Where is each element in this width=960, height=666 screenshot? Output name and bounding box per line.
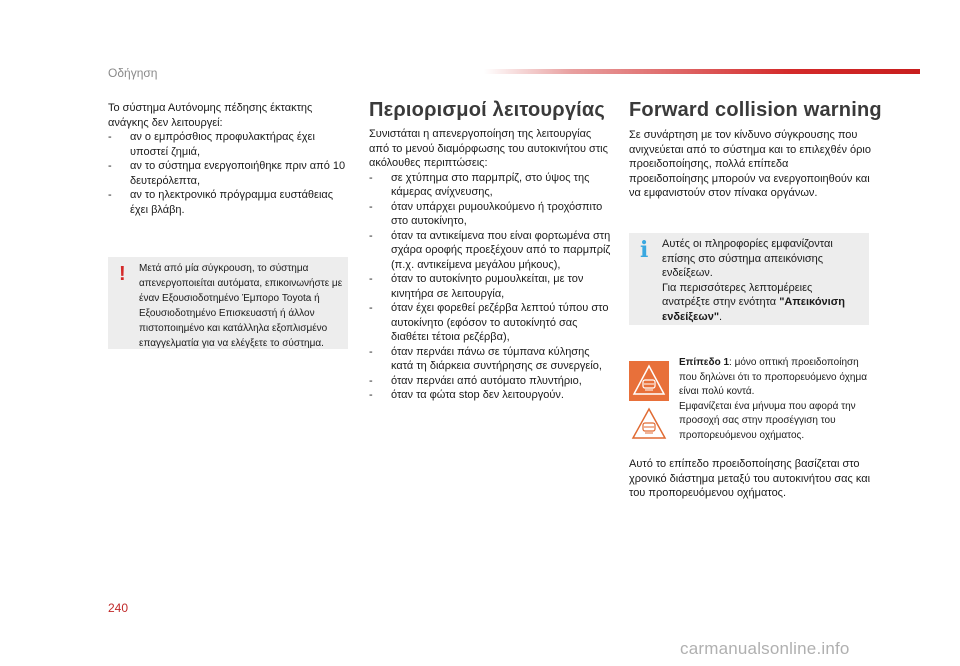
warning-level-basis-text: Αυτό το επίπεδο προειδοποίησης βασίζεται στο χρονικό διάστημα μεταξύ του αυτοκινήτου σας και του προπορευόμενου οχήματος. xyxy=(629,458,871,499)
list-item: - όταν υπάρχει ρυμουλκούμενο ή τροχόσπιτο στο αυτοκίνητο, xyxy=(369,200,603,227)
section-heading-forward-collision: Forward collision warning xyxy=(629,99,882,121)
left-intro: Το σύστημα Αυτόνομης πέδησης έκτακτης ανάγκης δεν λειτουργεί: xyxy=(108,102,313,129)
info-icon: i xyxy=(640,237,649,263)
middle-intro: Συνιστάται η απενεργοποίηση της λειτουργίας από το μενού διαμόρφωσης του αυτοκινήτου στις ακόλουθες περιπτώσεις: xyxy=(369,128,608,169)
list-item: - όταν περνάει από αυτόματο πλυντήριο, xyxy=(369,374,582,387)
warning-text: Μετά από μία σύγκρουση, το σύστημα απενεργοποιείται αυτόματα, επικοινωνήστε με έναν Εξουσιοδοτημένο Έμπορο Toyota ή Εξουσιοδοτημένο Επισκευαστή ή άλλον πιστοποιημένο και κατάλληλα εξοπλισμένο επαγγελματία για να ελέγξετε το σύστημα. xyxy=(139,263,343,349)
list-item: - όταν έχει φορεθεί ρεζέρβα λεπτού τύπου στο αυτοκίνητο (εφόσον το αυτοκίνητό σας διαθέτει τέτοια ρεζέρβα), xyxy=(369,302,609,343)
warning-exclamation-icon: ! xyxy=(119,263,126,285)
collision-warning-icon-outline xyxy=(629,404,669,444)
level-1-description: Επίπεδο 1: μόνο οπτική προειδοποίηση που δηλώνει ότι το προπορευόμενο όχημα είναι πολύ κοντά. Εμφανίζεται ένα μήνυμα που αφορά την προσοχή σας στην προσέγγιση του προπορευόμενου οχήματος. xyxy=(679,357,868,441)
right-column-intro: Σε συνάρτηση με τον κίνδυνο σύγκρουσης που ανιχνεύεται από το σύστημα και το επιλεχθέν όριο προειδοποίησης, πολλά επίπεδα προειδοποίησης μπορούν να ενεργοποιηθούν και να εμφανιστούν στον πίνακα οργάνων. xyxy=(629,129,871,199)
list-item: - όταν το αυτοκίνητο ρυμουλκείται, με τον κινητήρα σε λειτουργία, xyxy=(369,273,584,300)
section-heading-limitations: Περιορισμοί λειτουργίας xyxy=(369,99,606,121)
list-item: - σε χτύπημα στο παρμπρίζ, στο ύψος της κάμερας ανίχνευσης, xyxy=(369,171,590,198)
list-item: - όταν τα φώτα stop δεν λειτουργούν. xyxy=(369,389,564,401)
left-list xyxy=(108,130,350,217)
collision-warning-icon-filled xyxy=(629,361,669,401)
section-title: Οδήγηση xyxy=(108,66,158,80)
watermark: carmanualsonline.info xyxy=(680,639,850,658)
warning-box xyxy=(108,257,348,349)
list-item: - αν το σύστημα ενεργοποιήθηκε πριν από 10 δευτερόλεπτα, xyxy=(108,160,346,187)
left-column xyxy=(108,101,350,217)
info-box xyxy=(629,233,869,325)
list-item: - αν ο εμπρόσθιος προφυλακτήρας έχει υποστεί ζημιά, xyxy=(108,131,315,158)
middle-list xyxy=(369,171,613,403)
info-text: Αυτές οι πληροφορίες εμφανίζονται επίσης στο σύστημα απεικόνισης ενδείξεων. Για περισσότερες λεπτομέρειες ανατρέξτε στην ενότητα "Απεικόνιση ενδείξεων". xyxy=(662,238,845,323)
list-item: - όταν τα αντικείμενα που είναι φορτωμένα στη σχάρα οροφής προεξέχουν από το παρμπρίζ (π.χ. αντικείμενα μεγάλου μήκους), xyxy=(369,229,611,271)
page-number: 240 xyxy=(108,601,129,615)
list-item: - όταν περνάει πάνω σε τύμπανα κύλησης κατά τη διάρκεια συντήρησης σε συνεργείο, xyxy=(369,345,602,372)
header-decorative-bar xyxy=(484,69,920,74)
middle-column xyxy=(369,127,613,403)
list-item: - αν το ηλεκτρονικό πρόγραμμα ευστάθειας έχει βλάβη. xyxy=(108,189,334,216)
